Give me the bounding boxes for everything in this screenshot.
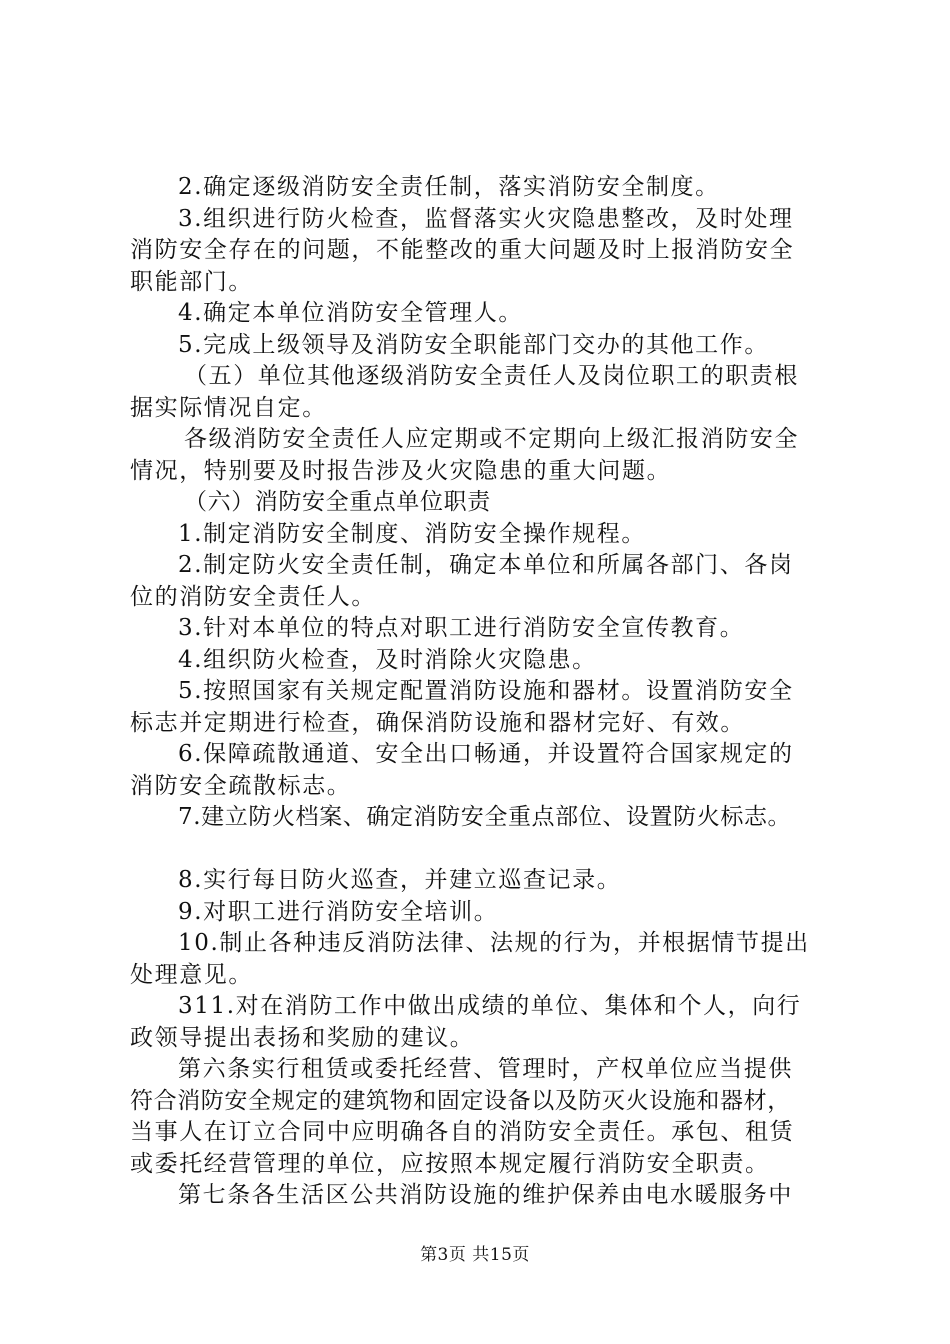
paragraph-line: 2.确定逐级消防安全责任制，落实消防安全制度。	[178, 174, 720, 200]
paragraph-line: 据实际情况自定。	[130, 394, 327, 421]
document-body	[130, 172, 840, 1212]
blank-line	[130, 834, 840, 866]
paragraph-line: 情况，特别要及时报告涉及火灾隐患的重大问题。	[130, 457, 672, 484]
paragraph-line: 5.完成上级领导及消防安全职能部门交办的其他工作。	[178, 331, 769, 358]
paragraph-line: 第六条实行租赁或委托经营、管理时，产权单位应当提供	[178, 1056, 793, 1082]
paragraph-line: 311.对在消防工作中做出成绩的单位、集体和个人，向行	[178, 993, 802, 1019]
paragraph-line: 符合消防安全规定的建筑物和固定设备以及防灭火设施和器材，	[130, 1087, 791, 1114]
paragraph-line: 当事人在订立合同中应明确各自的消防安全责任。承包、租赁	[130, 1119, 795, 1145]
page-number-footer: 第3页 共15页	[420, 1245, 530, 1265]
paragraph-line: 第七条各生活区公共消防设施的维护保养由电水暖服务中	[178, 1182, 793, 1208]
section-heading-line: （五）单位其他逐级消防安全责任人及岗位职工的职责根	[184, 363, 799, 389]
paragraph-line: 或委托经营管理的单位，应按照本规定履行消防安全职责。	[130, 1150, 770, 1177]
paragraph-line: 政领导提出表扬和奖励的建议。	[130, 1024, 475, 1051]
paragraph-line: 消防安全存在的问题，不能整改的重大问题及时上报消防安全	[130, 237, 795, 263]
paragraph-line: 2.制定防火安全责任制，确定本单位和所属各部门、各岗	[178, 552, 794, 578]
paragraph-line: 处理意见。	[130, 961, 253, 988]
paragraph-line: 6.保障疏散通道、安全出口畅通，并设置符合国家规定的	[178, 741, 794, 767]
paragraph-line: 8.实行每日防火巡查，并建立巡查记录。	[178, 867, 622, 893]
paragraph-line: 1.制定消防安全制度、消防安全操作规程。	[178, 520, 646, 547]
paragraph-line: 4.确定本单位消防安全管理人。	[178, 300, 523, 326]
paragraph-line: 标志并定期进行检查，确保消防设施和器材完好、有效。	[130, 709, 745, 736]
paragraph-line: 职能部门。	[130, 268, 253, 295]
paragraph-line: 位的消防安全责任人。	[130, 583, 376, 610]
paragraph-line: 3.针对本单位的特点对职工进行消防安全宣传教育。	[178, 615, 745, 641]
paragraph-line: 5.按照国家有关规定配置消防设施和器材。设置消防安全	[178, 678, 794, 704]
section-heading-line: （六）消防安全重点单位职责	[184, 489, 491, 515]
paragraph-line: 9.对职工进行消防安全培训。	[178, 898, 499, 925]
paragraph-line: 7.建立防火档案、确定消防安全重点部位、设置防火标志。	[178, 804, 792, 830]
paragraph-line: 10.制止各种违反消防法律、法规的行为，并根据情节提出	[178, 930, 810, 956]
paragraph-line: 各级消防安全责任人应定期或不定期向上级汇报消防安全	[184, 426, 799, 452]
paragraph-line: 3.组织进行防火检查，监督落实火灾隐患整改，及时处理	[178, 205, 794, 232]
paragraph-line: 4.组织防火检查，及时消除火灾隐患。	[178, 646, 597, 673]
paragraph-line: 消防安全疏散标志。	[130, 772, 352, 799]
